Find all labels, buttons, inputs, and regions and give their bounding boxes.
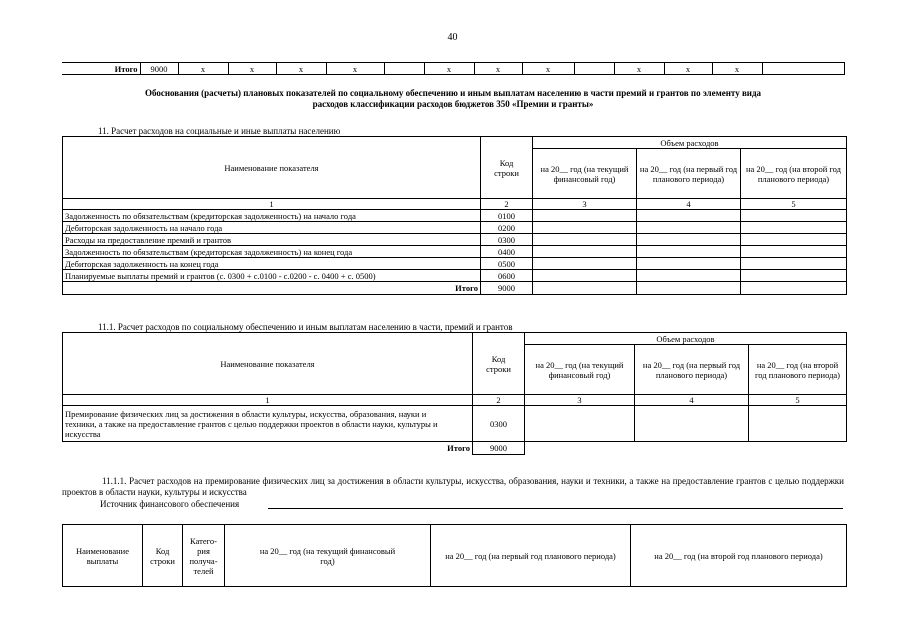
s2-cell[interactable] <box>749 406 847 442</box>
s2-header-year3: на 20__ год (на второй год планового периода) <box>749 345 847 395</box>
s1-cell[interactable] <box>637 234 741 246</box>
s1-row-name: Расходы на предоставление премий и грантов <box>63 234 481 246</box>
s1-colnum: 5 <box>741 199 847 210</box>
s1-cell[interactable] <box>533 210 637 222</box>
source-label: Источник финансового обеспечения <box>100 499 240 509</box>
s3-header-category: Катего-рия получа-телей <box>183 525 225 587</box>
heading-line-1: Обоснования (расчеты) плановых показателей по социальному обеспечению и иным выплатам населению в части премий и грантов по элементу вида <box>144 88 762 98</box>
s2-header-year1: на 20__ год (на текущий финансовый год) <box>525 345 635 395</box>
s2-colnum: 1 <box>63 395 473 406</box>
s1-header-volume: Объем расходов <box>533 137 847 149</box>
s2-empty <box>635 442 749 455</box>
s1-header-year3: на 20__ год (на второй год планового периода) <box>741 149 847 199</box>
top-cell: x <box>522 63 574 75</box>
s1-row-code: 0600 <box>481 270 533 282</box>
s1-total-code: 9000 <box>481 282 533 295</box>
s2-header-volume: Объем расходов <box>525 333 847 345</box>
s1-row-name: Дебиторская задолженность на начало года <box>63 222 481 234</box>
s3-header-year2: на 20__ год (на первый год планового периода) <box>431 525 631 587</box>
s1-row-code: 0100 <box>481 210 533 222</box>
top-cell: x <box>664 63 712 75</box>
top-cell: x <box>424 63 474 75</box>
source-input-line[interactable] <box>268 508 843 509</box>
s2-header-name: Наименование показателя <box>63 333 473 395</box>
s2-total-label: Итого <box>63 442 473 455</box>
s2-colnum: 4 <box>635 395 749 406</box>
table-row <box>63 258 847 270</box>
s2-row-code: 0300 <box>473 406 525 442</box>
top-total-row-table <box>62 62 845 75</box>
s1-row-name: Планируемые выплаты премий и грантов (с. 0300 + с.0100 - с.0200 - с. 0400 + с. 0500) <box>63 270 481 282</box>
s2-header-year2: на 20__ год (на первый год планового периода) <box>635 345 749 395</box>
section2-table <box>62 332 847 455</box>
s2-empty <box>525 442 635 455</box>
s1-cell[interactable] <box>637 246 741 258</box>
top-cell: x <box>178 63 228 75</box>
section2-title: 11.1. Расчет расходов по социальному обеспечению и иным выплатам населению в части, премий и грантов <box>98 322 513 332</box>
s1-header-code: Код строки <box>481 137 533 199</box>
s1-row-name: Задолженность по обязательствам (кредиторская задолженность) на начало года <box>63 210 481 222</box>
top-cell: x <box>276 63 326 75</box>
top-cell: 9000 <box>140 63 178 75</box>
s2-colnum: 5 <box>749 395 847 406</box>
top-total-label: Итого <box>62 63 140 75</box>
top-cell: x <box>474 63 522 75</box>
s2-cell[interactable] <box>525 406 635 442</box>
s1-cell[interactable] <box>637 258 741 270</box>
s1-colnum: 1 <box>63 199 481 210</box>
s1-cell[interactable] <box>637 282 741 295</box>
section1-table <box>62 136 847 295</box>
section3-table <box>62 524 847 587</box>
s1-cell[interactable] <box>741 210 847 222</box>
s1-colnum: 4 <box>637 199 741 210</box>
s1-cell[interactable] <box>741 234 847 246</box>
s1-colnum: 2 <box>481 199 533 210</box>
table-row <box>63 234 847 246</box>
s2-total-code: 9000 <box>473 442 525 455</box>
s1-header-year1: на 20__ год (на текущий финансовый год) <box>533 149 637 199</box>
s1-row-code: 0300 <box>481 234 533 246</box>
s1-header-name: Наименование показателя <box>63 137 481 199</box>
s1-cell[interactable] <box>741 258 847 270</box>
s2-colnum: 3 <box>525 395 635 406</box>
table-row <box>63 442 847 455</box>
s2-header-code: Код строки <box>473 333 525 395</box>
s3-header-code: Код строки <box>143 525 183 587</box>
top-cell: x <box>712 63 762 75</box>
table-row <box>63 210 847 222</box>
table-row <box>63 406 847 442</box>
section3-paragraph: 11.1.1. Расчет расходов на премирование физических лиц за достижения в области культуры, искусства, образования, науки и техники, а также на предоставление грантов с целью поддержки проектов в области науки, культуры и искусства <box>62 476 844 497</box>
s1-row-code: 0400 <box>481 246 533 258</box>
s1-cell[interactable] <box>637 270 741 282</box>
s2-colnum: 2 <box>473 395 525 406</box>
s1-total-label: Итого <box>63 282 481 295</box>
s1-cell[interactable] <box>741 222 847 234</box>
s3-header-year3: на 20__ год (на второй год планового периода) <box>631 525 847 587</box>
s1-cell[interactable] <box>533 270 637 282</box>
top-cell <box>762 63 844 75</box>
s1-colnum: 3 <box>533 199 637 210</box>
s1-row-name: Дебиторская задолженность на конец года <box>63 258 481 270</box>
page-number: 40 <box>447 32 458 43</box>
s1-header-year2: на 20__ год (на первый год планового периода) <box>637 149 741 199</box>
top-cell: x <box>614 63 664 75</box>
s1-cell[interactable] <box>533 258 637 270</box>
s1-cell[interactable] <box>741 270 847 282</box>
s1-row-code: 0500 <box>481 258 533 270</box>
top-cell <box>574 63 614 75</box>
section1-title: 11. Расчет расходов на социальные и иные выплаты населению <box>98 126 341 136</box>
table-row <box>63 270 847 282</box>
top-cell <box>384 63 424 75</box>
section-heading <box>62 88 844 110</box>
top-cell: x <box>326 63 384 75</box>
s2-row-name: Премирование физических лиц за достижения в области культуры, искусства, образования, науки и техники, а также на предоставление грантов с целью поддержки проектов в области науки, культуры и искусства <box>63 406 473 442</box>
s1-cell[interactable] <box>533 282 637 295</box>
table-row <box>63 222 847 234</box>
table-row <box>63 282 847 295</box>
s1-row-name: Задолженность по обязательствам (кредиторская задолженность) на конец года <box>63 246 481 258</box>
heading-line-2: расходов классификации расходов бюджетов 350 «Премии и гранты» <box>312 99 594 109</box>
s2-empty <box>749 442 847 455</box>
s2-cell[interactable] <box>635 406 749 442</box>
s1-cell[interactable] <box>533 234 637 246</box>
s1-cell[interactable] <box>741 246 847 258</box>
s1-cell[interactable] <box>533 246 637 258</box>
top-cell: x <box>228 63 276 75</box>
s1-cell[interactable] <box>533 222 637 234</box>
s1-row-code: 0200 <box>481 222 533 234</box>
s1-cell[interactable] <box>741 282 847 295</box>
s3-header-name: Наименование выплаты <box>63 525 143 587</box>
table-row <box>63 246 847 258</box>
s3-header-year1: на 20__ год (на текущий финансовый год) <box>225 525 431 587</box>
s1-cell[interactable] <box>637 222 741 234</box>
s1-cell[interactable] <box>637 210 741 222</box>
